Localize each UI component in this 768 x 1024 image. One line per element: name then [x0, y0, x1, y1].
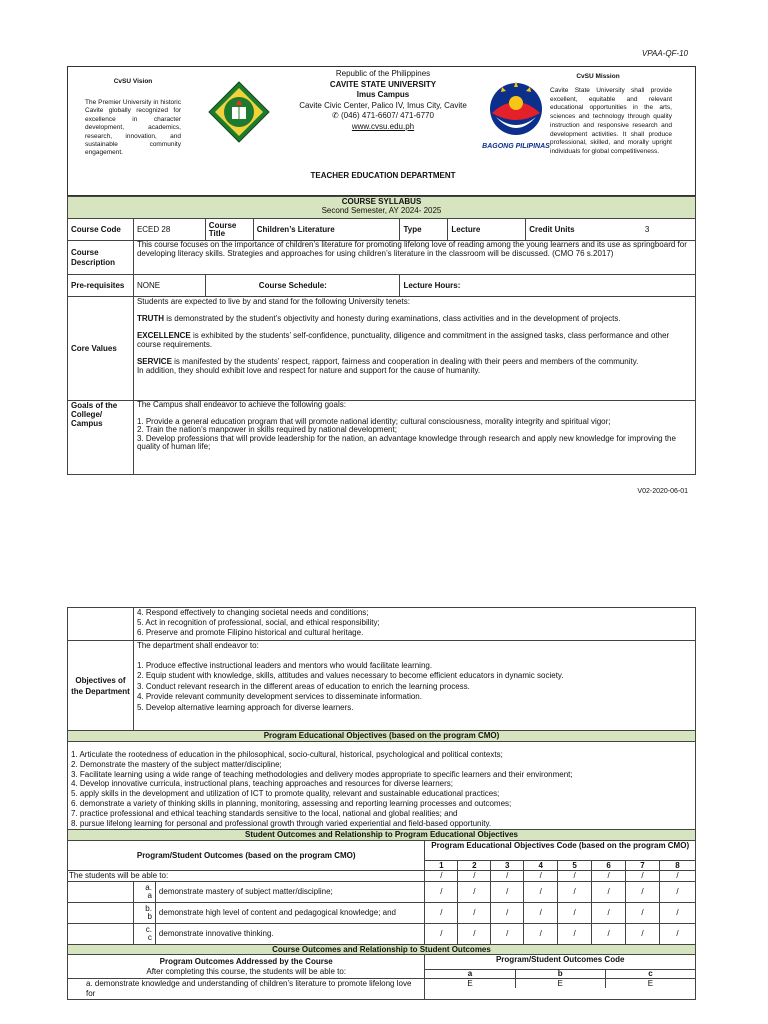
addition-text: In addition, they should exhibit love and respect for nature and support for the cause of humanity. [136, 366, 481, 375]
mission-title: CvSU Mission [576, 73, 620, 80]
outcomes-table [67, 607, 696, 1000]
mark: / [524, 871, 558, 882]
version-code: V02-2020-06-01 [637, 488, 688, 495]
vision-text: The Premier University in historic Cavite globally recognized for excellence in character development, academics, research, innovation, and sustainable community engagement. [85, 99, 181, 157]
mark: / [659, 871, 695, 882]
mark: E [425, 979, 515, 988]
co-sub: After completing this course, the students will be able to: [146, 967, 347, 977]
excellence-text: is exhibited by the students’ self-confidence, punctuality, diligence and commitment in the assigned tasks, class performance and other course requirements. [136, 331, 670, 349]
lecture-hours-label: Lecture Hours: [400, 275, 696, 297]
goals-list-p1 [137, 418, 692, 452]
schedule-label: Course Schedule: [205, 275, 400, 297]
goal-item: 2. Train the nation’s manpower in skills required by national development; [136, 425, 397, 434]
objectives-label: Objectives of the Department [68, 641, 134, 731]
course-code-label: Course Code [68, 219, 134, 241]
peo-cell [68, 742, 696, 830]
peo-item: 8. pursue lifelong learning for personal and professional growth through varied experiential and field-based opportunity. [71, 818, 492, 828]
objective-item: 3. Conduct relevant research in the different areas of education to enrich the learning process. [136, 681, 470, 691]
course-code: ECED 28 [133, 219, 205, 241]
mark: / [592, 871, 626, 882]
semester: Second Semester, AY 2024- 2025 [321, 206, 442, 215]
mark: / [458, 902, 491, 923]
peo-code-header: Program Educational Objectives Code (based on the program CMO) [425, 840, 696, 860]
peo-item: 5. apply skills in the development and utilization of ICT to promote quality, relevant and sustainable educational practices; [71, 789, 500, 799]
description-label: Course Description [68, 241, 134, 275]
so-code: c [648, 969, 653, 979]
university-name: CAVITE STATE UNIVERSITY [329, 79, 437, 89]
campus-name: Imus Campus [356, 90, 410, 100]
students-able-row [68, 871, 696, 882]
objective-item: 2. Equip student with knowledge, skills, attitudes and values necessary to become efficient educators in dynamic society. [136, 671, 564, 680]
so-code: b [516, 970, 606, 978]
course-title: Children’s Literature [253, 219, 400, 241]
outcome-row [68, 923, 696, 944]
so-header: Program/Student Outcomes (based on the program CMO) [68, 840, 425, 871]
peo-code: 6 [592, 860, 626, 871]
so-code-header: Program/Student Outcomes Code [495, 955, 625, 965]
so-code: a [425, 970, 515, 978]
goals-label: Goals of the College/ Campus [68, 401, 134, 475]
mark: / [425, 881, 458, 902]
mark: / [458, 881, 491, 902]
excellence-word: EXCELLENCE [136, 331, 191, 340]
mark: / [659, 902, 695, 923]
goal-item: 3. Develop professions that will provide leadership for the nation, an advantage knowledge through research and apply new knowledge for improving the quality of human life; [136, 433, 676, 451]
mark: / [592, 881, 626, 902]
mark: / [524, 923, 558, 944]
credit-units: 3 [644, 224, 650, 234]
service-text: is manifested by the students’ respect, rapport, fairness and cooperation in dealing with their peers and members of the community. [171, 357, 639, 366]
goals-continued-cell [133, 608, 695, 641]
goals-list-p2 [137, 608, 692, 638]
core-values-label: Core Values [68, 297, 134, 401]
mark: / [491, 923, 524, 944]
syllabus-title-cell [68, 197, 696, 219]
mark: / [659, 923, 695, 944]
outcome-text: demonstrate mastery of subject matter/discipline; [155, 881, 424, 902]
peo-title: Program Educational Objectives (based on the program CMO) [68, 731, 696, 742]
university-block [258, 69, 508, 133]
mark: / [491, 871, 524, 882]
mission-text: Cavite State University shall provide excellent, equitable and relevant educational opportunities in the arts, sciences and technology through quality instruction and responsive research and development activities. It shall produce professional, skilled, and morally upright individuals for global competitiveness. [550, 87, 672, 155]
so-code-cell [425, 955, 696, 979]
peo-item: 6. demonstrate a variety of thinking skills in planning, monitoring, assessing and reporting learning processes and outcomes; [71, 798, 512, 808]
goals-intro: The Campus shall endeavor to achieve the following goals: [136, 400, 346, 409]
objective-item: 4. Provide relevant community development services to disseminate information. [136, 692, 422, 701]
mark: E [647, 979, 654, 989]
outcome-text: demonstrate high level of content and pedagogical knowledge; and [155, 902, 424, 923]
bp-logo-text: BAGONG PILIPINAS [482, 143, 550, 150]
co-first: a. demonstrate knowledge and understanding of children’s literature to promote lifelong love for [68, 979, 425, 999]
truth-word: TRUTH [136, 314, 165, 323]
mark: / [558, 923, 592, 944]
mark: / [458, 871, 491, 882]
objective-item: 5. Develop alternative learning approach for diverse learners. [136, 702, 354, 712]
type-value: Lecture [448, 219, 526, 241]
syllabus-title: COURSE SYLLABUS [341, 197, 422, 206]
mark: / [491, 881, 524, 902]
so-code-row [425, 969, 695, 978]
mark: / [558, 881, 592, 902]
department-title: TEACHER EDUCATION DEPARTMENT [310, 171, 456, 180]
prereq-label: Pre-requisites [68, 275, 134, 297]
peo-code: 5 [558, 860, 592, 871]
mark: / [626, 923, 660, 944]
mark: / [458, 923, 491, 944]
outcome-row [68, 902, 696, 923]
goal-item: 4. Respond effectively to changing societal needs and conditions; [136, 608, 369, 617]
outcome-letter: b. b [133, 902, 155, 923]
co-header: Program Outcomes Addressed by the Course [159, 957, 333, 967]
core-intro: Students are expected to live by and stand for the following University tenets: [136, 297, 410, 306]
prereq-value: NONE [133, 275, 205, 297]
website-link[interactable]: www.cvsu.edu.ph [351, 121, 415, 131]
mark: / [592, 902, 626, 923]
mark: / [558, 902, 592, 923]
mark: / [626, 881, 660, 902]
peo-code: 2 [458, 860, 491, 871]
mark: / [659, 881, 695, 902]
phone-line: ✆ (046) 471-6607/ 471-6770 [332, 111, 434, 121]
type-label: Type [400, 219, 448, 241]
peo-code: 1 [425, 860, 458, 871]
mark: E [516, 979, 606, 988]
goal-item: 6. Preserve and promote Filipino historical and cultural heritage. [136, 628, 364, 637]
mark: / [425, 923, 458, 944]
objectives-cell [133, 641, 695, 731]
bagong-pilipinas-logo [482, 77, 550, 155]
outcome-letter: c. c [133, 923, 155, 944]
peo-code: 4 [524, 860, 558, 871]
mark: / [626, 902, 660, 923]
credit-units-label: Credit Units [529, 224, 575, 234]
mark: / [558, 871, 592, 882]
mark: / [491, 902, 524, 923]
form-code: VPAA-QF-10 [641, 49, 688, 58]
outcome-row [68, 881, 696, 902]
co-header-cell [68, 955, 425, 979]
credit-units-cell [526, 219, 696, 241]
peo-item: 7. practice professional and ethical teaching standards sensitive to the local, national and global realities; and [71, 808, 458, 818]
peo-code: 7 [626, 860, 660, 871]
truth-text: is demonstrated by the student’s objectivity and honesty during examinations, class activities and in the development of projects. [164, 314, 621, 323]
course-info-table [67, 196, 696, 475]
co-title: Course Outcomes and Relationship to Student Outcomes [68, 944, 696, 955]
peo-code: 3 [491, 860, 524, 871]
students-able: The students will be able to: [68, 871, 425, 882]
address-line: Cavite Civic Center, Palico IV, Imus City, Cavite [299, 100, 467, 110]
mark: / [592, 923, 626, 944]
peo-code: 8 [659, 860, 695, 871]
goal-item: 1. Provide a general education program that will promote national identity; cultural consciousness, morality integrity and spiritual vigor; [136, 416, 611, 426]
goals-continued-label [68, 608, 134, 641]
republic-line: Republic of the Philippines [335, 69, 431, 78]
mark: / [425, 871, 458, 882]
core-values-cell [133, 297, 695, 401]
peo-list [71, 750, 692, 828]
syllabus-header [67, 66, 696, 196]
outcome-letter: a. a [133, 881, 155, 902]
objectives-list [137, 661, 692, 714]
phone-icon: ✆ [332, 111, 339, 121]
peo-item: 2. Demonstrate the mastery of the subject matter/discipline; [71, 759, 282, 769]
course-title-label: Course Title [205, 219, 253, 241]
objectives-intro: The department shall endeavor to: [136, 641, 259, 650]
mark: / [524, 902, 558, 923]
goal-item: 5. Act in recognition of professional, social, and ethical responsibility; [136, 618, 380, 627]
peo-item: 3. Facilitate learning using a wide range of teaching methodologies and delivery modes appropriate to specific learners and their environment; [71, 769, 573, 779]
vision-title: CvSU Vision [113, 78, 153, 85]
mark: / [425, 902, 458, 923]
course-description: This course focuses on the importance of children’s literature for promoting lifelong love of reading among the young learners and its use as springboard for developing literacy skills. Strategies and approaches for using children’s literature in the classroom will be discussed. (CMO 76 s.2017) [133, 241, 695, 275]
service-word: SERVICE [136, 357, 172, 366]
mark: / [524, 881, 558, 902]
so-title: Student Outcomes and Relationship to Program Educational Objectives [68, 830, 696, 841]
mark: / [626, 871, 660, 882]
co-first-marks [425, 979, 696, 999]
outcome-text: demonstrate innovative thinking. [155, 923, 424, 944]
peo-item: 1. Articulate the rootedness of education in the philosophical, socio-cultural, historical, psychological and political contexts; [71, 750, 503, 759]
objective-item: 1. Produce effective instructional leaders and mentors who would facilitate learning. [136, 660, 433, 670]
peo-item: 4. Develop innovative curricula, instructional plans, teaching approaches and resources for diverse learners; [71, 779, 453, 789]
goals-cell [133, 401, 695, 475]
